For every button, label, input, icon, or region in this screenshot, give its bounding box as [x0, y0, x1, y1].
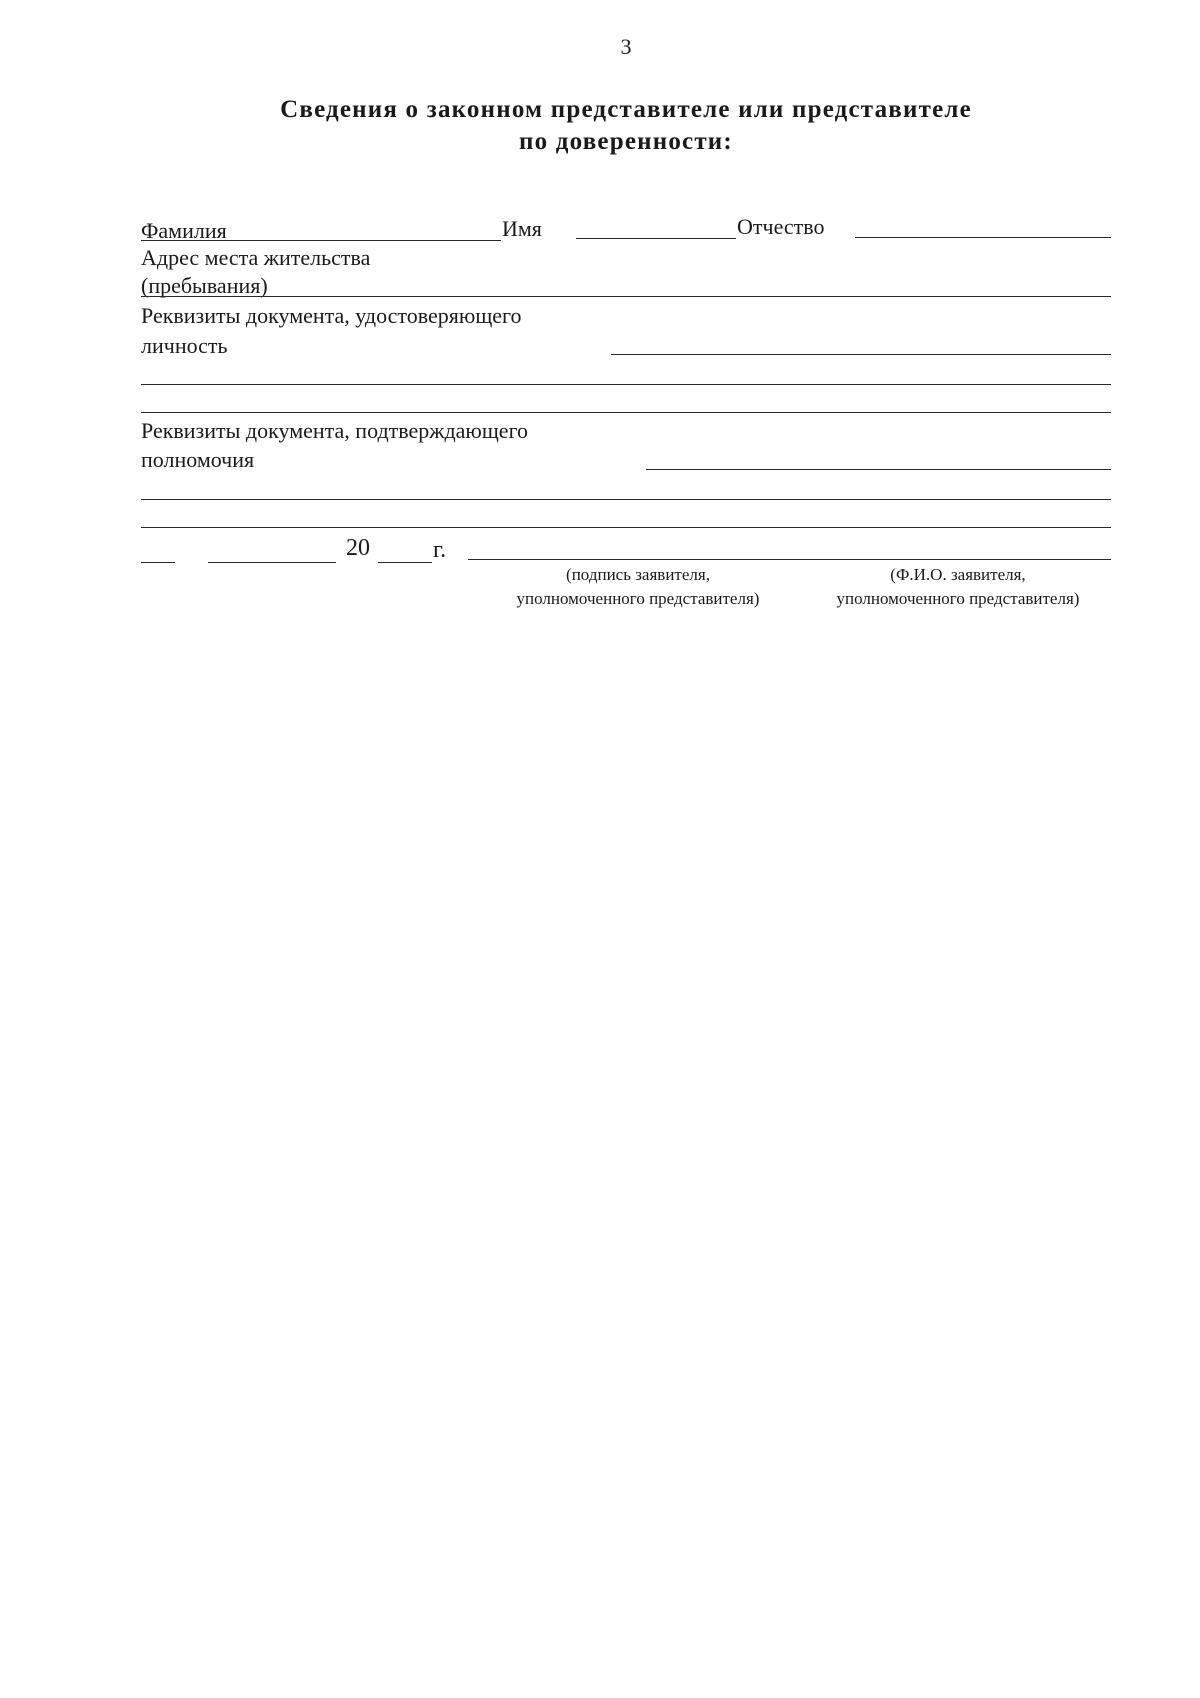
date-year-suffix: г. [433, 537, 447, 563]
id-doc-field-line[interactable] [611, 354, 1111, 355]
name-label: Имя [502, 216, 542, 241]
id-doc-field-line-3[interactable] [141, 412, 1111, 413]
page-subtitle: по доверенности: [519, 128, 733, 155]
date-year-line[interactable] [378, 562, 432, 563]
id-doc-label-line2: личность [141, 333, 228, 358]
address-label-line2: (пребывания) [141, 273, 268, 298]
address-label-line1: Адрес места жительства [141, 245, 371, 270]
patronymic-label: Отчество [737, 214, 825, 239]
page-title: Сведения о законном представителе или представителе [280, 96, 972, 123]
date-day-line[interactable] [141, 562, 175, 563]
authority-doc-field-line-3[interactable] [141, 527, 1111, 528]
authority-doc-label-line2: полномочия [141, 447, 255, 472]
id-doc-label-line1: Реквизиты документа, удостоверяющего [141, 303, 522, 328]
fio-caption-line1: (Ф.И.О. заявителя, [890, 565, 1026, 584]
date-month-line[interactable] [208, 562, 336, 563]
signature-caption-line2: уполномоченного представителя) [516, 589, 760, 608]
patronymic-field-line[interactable] [855, 237, 1111, 238]
address-field-line[interactable] [141, 296, 1111, 297]
name-field-line[interactable] [576, 238, 736, 239]
authority-doc-field-line[interactable] [646, 469, 1111, 470]
surname-field-line[interactable] [141, 240, 501, 241]
surname-label: Фамилия [141, 218, 227, 243]
page-number: 3 [620, 34, 632, 59]
id-doc-field-line-2[interactable] [141, 384, 1111, 385]
date-year-prefix: 20 [346, 535, 370, 561]
authority-doc-label-line1: Реквизиты документа, подтверждающего [141, 418, 529, 443]
fio-caption-line2: уполномоченного представителя) [836, 589, 1080, 608]
authority-doc-field-line-2[interactable] [141, 499, 1111, 500]
signature-field-line[interactable] [468, 559, 1111, 560]
signature-caption-line1: (подпись заявителя, [566, 565, 710, 584]
